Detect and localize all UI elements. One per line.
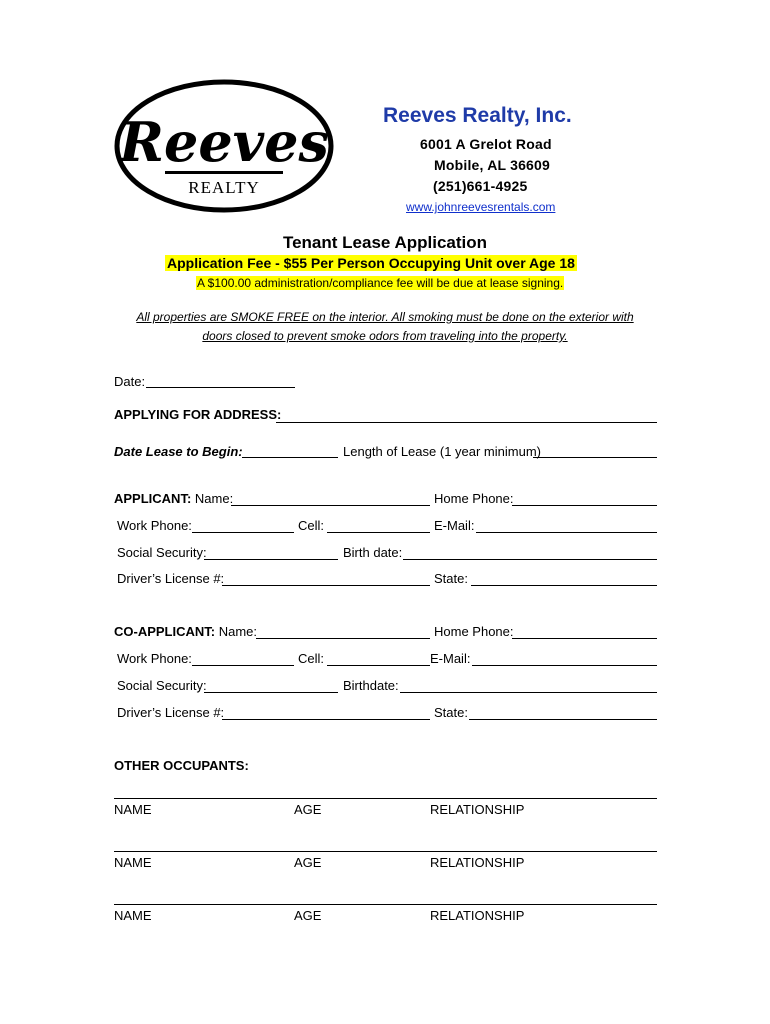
occupant-2-relationship-label: RELATIONSHIP [430,855,525,870]
lease-begin-field[interactable] [242,457,338,458]
occupant-2-age-label: AGE [294,855,322,870]
applicant-state-label: State: [434,571,468,586]
coapplicant-email-field[interactable] [472,665,657,666]
applicant-home-phone-label: Home Phone: [434,491,514,506]
coapplicant-work-phone-label: Work Phone: [117,651,192,666]
company-address-line2: Mobile, AL 36609 [434,157,551,173]
admin-fee-notice: A $100.00 administration/compliance fee will be due at lease signing. [197,276,564,290]
logo-sub: REALTY [188,178,260,197]
coapplicant-birth-date-field[interactable] [400,692,657,693]
applicant-birth-date-field[interactable] [403,559,657,560]
coapplicant-license-field[interactable] [222,719,430,720]
occupant-2-field[interactable] [114,851,657,852]
occupant-3-relationship-label: RELATIONSHIP [430,908,525,923]
occupant-1-field[interactable] [114,798,657,799]
lease-length-field[interactable] [533,457,657,458]
lease-begin-label: Date Lease to Begin: [114,444,243,459]
applicant-name-field[interactable] [231,505,430,506]
application-fee-notice: Application Fee - $55 Per Person Occupying Unit over Age 18 [167,255,575,271]
applicant-name-row [114,491,233,506]
occupant-3-field[interactable] [114,904,657,905]
coapplicant-birth-date-label: Birthdate: [343,678,399,693]
smoke-notice-line2: doors closed to prevent smoke odors from traveling into the property. [202,329,568,343]
company-phone: (251)661-4925 [433,178,528,194]
applicant-cell-field[interactable] [327,532,430,533]
date-label: Date: [114,374,146,389]
company-address-line1: 6001 A Grelot Road [420,136,552,152]
smoke-free-notice [0,308,770,346]
occupant-3-name-label: NAME [114,908,152,923]
coapplicant-ssn-label: Social Security: [117,678,207,693]
occupant-2-name-label: NAME [114,855,152,870]
company-name: Reeves Realty, Inc. [383,104,572,127]
applicant-work-phone-label: Work Phone: [117,518,192,533]
coapplicant-heading: CO-APPLICANT: [114,624,216,639]
applicant-heading: APPLICANT: [114,491,192,506]
coapplicant-name-label: Name: [218,624,258,639]
document-title: Tenant Lease Application [282,233,488,252]
lease-length-label: Length of Lease (1 year minimum) [343,444,541,459]
occupant-1-name-label: NAME [114,802,152,817]
logo-word: Reeves [119,110,329,174]
coapplicant-cell-label: Cell: [298,651,325,666]
applying-for-address-field[interactable] [276,422,657,423]
applicant-state-field[interactable] [471,585,657,586]
applicant-license-label: Driver’s License #: [117,571,225,586]
coapplicant-name-row [114,624,257,639]
date-field[interactable] [146,387,295,388]
coapplicant-work-phone-field[interactable] [192,665,294,666]
coapplicant-home-phone-label: Home Phone: [434,624,514,639]
applicant-work-phone-field[interactable] [192,532,294,533]
coapplicant-state-field[interactable] [469,719,657,720]
applicant-birth-date-label: Birth date: [343,545,403,560]
occupant-3-age-label: AGE [294,908,322,923]
applying-for-address-label: APPLYING FOR ADDRESS: [114,407,282,422]
occupant-1-age-label: AGE [294,802,322,817]
applicant-name-label: Name: [194,491,234,506]
applicant-email-field[interactable] [476,532,657,533]
applicant-ssn-field[interactable] [204,559,338,560]
reeves-realty-logo [113,79,335,214]
applicant-license-field[interactable] [222,585,430,586]
occupant-1-relationship-label: RELATIONSHIP [430,802,525,817]
applicant-cell-label: Cell: [298,518,325,533]
coapplicant-cell-field[interactable] [327,665,430,666]
coapplicant-home-phone-field[interactable] [512,638,657,639]
company-website-link[interactable]: www.johnreevesrentals.com [406,200,556,214]
applicant-ssn-label: Social Security: [117,545,207,560]
smoke-notice-line1: All properties are SMOKE FREE on the interior. All smoking must be done on the exterior with [136,310,634,324]
coapplicant-ssn-field[interactable] [204,692,338,693]
coapplicant-email-label: E-Mail: [430,651,471,666]
applicant-email-label: E-Mail: [434,518,475,533]
applicant-home-phone-field[interactable] [512,505,657,506]
coapplicant-state-label: State: [434,705,468,720]
other-occupants-heading: OTHER OCCUPANTS: [114,758,249,773]
coapplicant-license-label: Driver’s License #: [117,705,225,720]
coapplicant-name-field[interactable] [256,638,430,639]
